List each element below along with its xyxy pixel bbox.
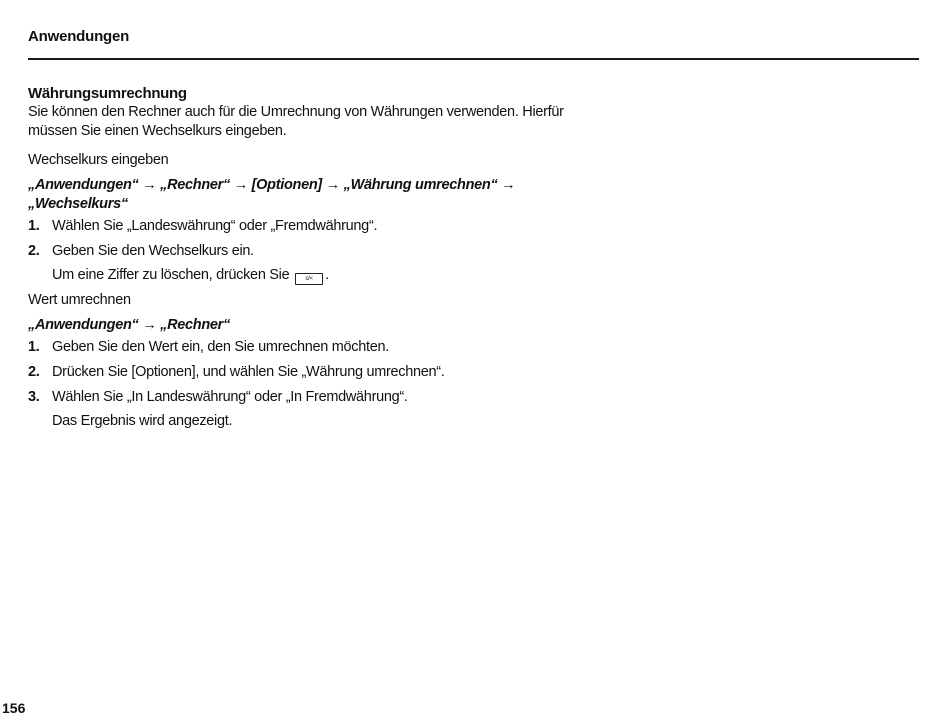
path-waehrung-umrechnen: „Währung umrechnen“ <box>343 177 498 193</box>
step-number: 1. <box>28 339 40 355</box>
path-arrow-icon: → <box>142 317 157 333</box>
path-arrow-icon: → <box>501 177 516 193</box>
step-item <box>28 388 608 431</box>
section-intro: Sie können den Rechner auch für die Umrechnung von Währungen verwenden. Hierfür müssen Sie einen Wechselkurs eingeben. <box>28 104 564 139</box>
path-anwendungen: „Anwendungen“ <box>28 317 139 333</box>
page-header-title: Anwendungen <box>28 28 130 45</box>
step-item <box>28 242 608 285</box>
step-text: Drücken Sie [Optionen], und wählen Sie „Währung umrechnen“. <box>52 364 445 380</box>
main-content <box>28 84 608 437</box>
step-item <box>28 217 608 236</box>
step-note <box>52 266 608 285</box>
convert-value-menu-path <box>28 316 608 335</box>
step-item <box>28 338 608 357</box>
path-arrow-icon: → <box>233 177 248 193</box>
step-note-end: . <box>325 267 329 283</box>
exchange-rate-steps <box>28 217 608 285</box>
exchange-rate-menu-path <box>28 176 608 214</box>
convert-value-subheading: Wert umrechnen <box>28 292 131 308</box>
section-title: Währungsumrechnung <box>28 85 187 102</box>
path-rechner: „Rechner“ <box>160 177 230 193</box>
path-arrow-icon: → <box>325 177 340 193</box>
step-text: Geben Sie den Wert ein, den Sie umrechnen möchten. <box>52 339 389 355</box>
path-rechner: „Rechner“ <box>160 317 230 333</box>
step-item <box>28 363 608 382</box>
step-number: 2. <box>28 364 40 380</box>
step-number: 3. <box>28 389 40 405</box>
step-number: 2. <box>28 243 40 259</box>
step-number: 1. <box>28 218 40 234</box>
path-optionen: [Optionen] <box>251 177 322 193</box>
exchange-rate-subheading: Wechselkurs eingeben <box>28 152 169 168</box>
path-wechselkurs: „Wechselkurs“ <box>28 196 128 212</box>
clear-key-icon: c/< <box>295 273 323 285</box>
path-anwendungen: „Anwendungen“ <box>28 177 139 193</box>
path-arrow-icon: → <box>142 177 157 193</box>
convert-value-steps <box>28 338 608 431</box>
page-number: 156 <box>2 700 26 716</box>
step-text: Geben Sie den Wechselkurs ein. <box>52 243 254 259</box>
header-divider <box>28 58 919 60</box>
step-note-text: Um eine Ziffer zu löschen, drücken Sie <box>52 267 290 283</box>
step-text: Wählen Sie „In Landeswährung“ oder „In Fremdwährung“. <box>52 389 408 405</box>
step-note: Das Ergebnis wird angezeigt. <box>52 413 233 429</box>
step-text: Wählen Sie „Landeswährung“ oder „Fremdwährung“. <box>52 218 378 234</box>
